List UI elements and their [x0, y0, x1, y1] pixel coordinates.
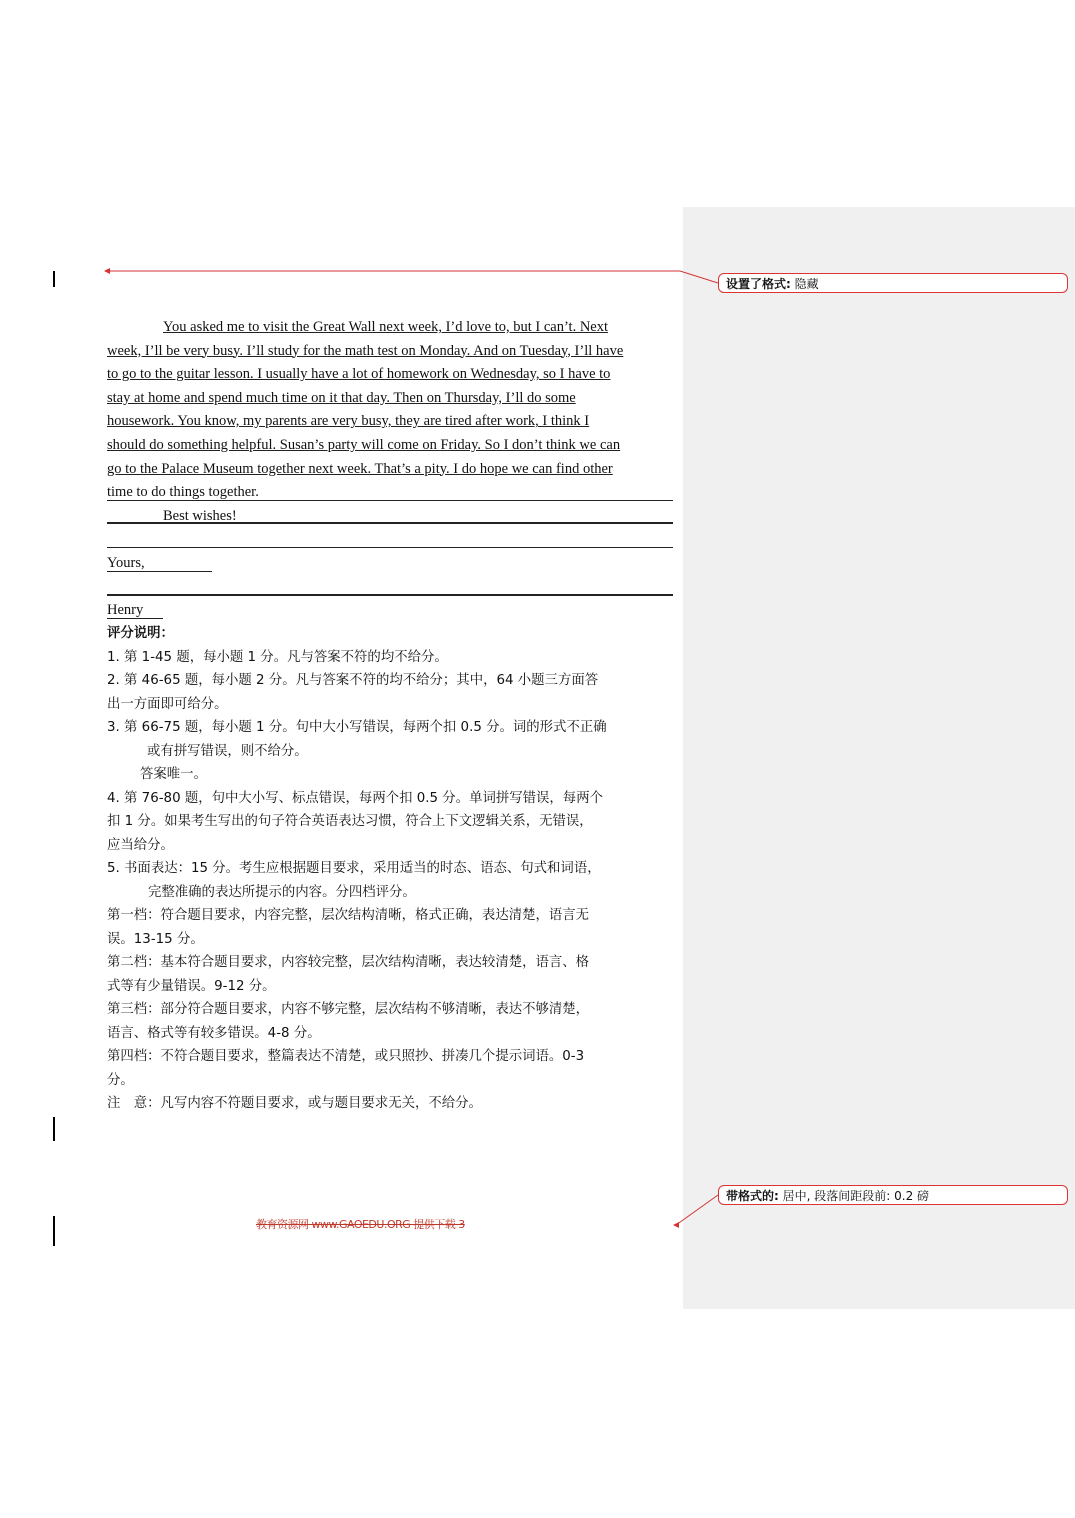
letter-line: time to do things together. [107, 484, 259, 501]
scoring-row: 5. 书面表达：15 分。考生应根据题目要求，采用适当的时态、语态、句式和词语， [107, 861, 601, 876]
scoring-row: 式等有少量错误。9-12 分。 [107, 978, 276, 994]
letter-line: housework. You know, my parents are very busy, they are tired after work, I think I [107, 413, 590, 430]
letter-signoff: Yours, [107, 555, 145, 571]
scoring-row: 注 意：凡写内容不符题目要求，或与题目要求无关，不给分。 [107, 1096, 482, 1111]
scoring-row: 语言、格式等有较多错误。4-8 分。 [107, 1025, 321, 1041]
comment-text: 居中, 段落间距段前: 0.2 磅 [782, 1189, 930, 1203]
comment-text: 隐藏 [794, 277, 819, 291]
letter-line: stay at home and spend much time on it that day. Then on Thursday, I’ll do some [107, 389, 576, 406]
letter-closing-block [107, 505, 673, 529]
inserted-line-rule [107, 522, 673, 524]
scoring-row: 4. 第 76-80 题，句中大小写、标点错误，每两个扣 0.5 分。单词拼写错误，每两个 [107, 790, 603, 806]
letter-line: go to the Palace Museum together next week. That’s a pity. I do hope we can find other [107, 460, 613, 477]
comment-label: 带格式的: [726, 1189, 779, 1203]
scoring-row: 应当给分。 [107, 837, 174, 853]
scoring-row: 误。13-15 分。 [107, 931, 204, 947]
scoring-notes [107, 622, 673, 1116]
deleted-footer-text: 教育资源网 www.GAOEDU.ORG 提供下载 3 [256, 1218, 465, 1231]
letter-line: should do something helpful. Susan’s party will come on Friday. So I don’t think we can [107, 436, 621, 453]
inserted-line-rule [107, 594, 673, 596]
scoring-heading: 评分说明： [107, 626, 174, 641]
letter-line: You asked me to visit the Great Wall next week, I’d love to, but I can’t. Next [163, 319, 609, 335]
scoring-row: 第二档：基本符合题目要求，内容较完整，层次结构清晰，表达较清楚，语言、格 [107, 955, 590, 970]
scoring-row: 完整准确的表达所提示的内容。分四档评分。 [148, 884, 416, 900]
comment-label: 设置了格式: [726, 277, 791, 291]
scoring-row: 扣 1 分。如果考生写出的句子符合英语表达习惯，符合上下文逻辑关系，无错误， [107, 814, 593, 829]
scoring-row: 1. 第 1-45 题，每小题 1 分。凡与答案不符的均不给分。 [107, 649, 448, 665]
letter-signature: Henry [107, 602, 144, 618]
letter-signoff-block [107, 552, 673, 576]
letter-line: to go to the guitar lesson. I usually have a lot of homework on Wednesday, so I have to [107, 366, 611, 383]
scoring-row: 第四档：不符合题目要求，整篇表达不清楚，或只照抄、拼凑几个提示词语。0-3 [107, 1049, 585, 1064]
scoring-row: 第三档：部分符合题目要求，内容不够完整，层次结构不够清晰，表达不够清楚， [107, 1002, 590, 1017]
scoring-row: 答案唯一。 [140, 767, 207, 782]
format-comment-balloon[interactable] [718, 1185, 1068, 1205]
inserted-line-rule [107, 500, 673, 501]
inserted-line-rule [107, 547, 673, 548]
scoring-row: 分。 [107, 1072, 134, 1088]
letter-body [107, 316, 673, 505]
letter-line: week, I’ll be very busy. I’ll study for the math test on Monday. And on Tuesday, I’ll have [107, 342, 624, 359]
scoring-row: 2. 第 46-65 题，每小题 2 分。凡与答案不符的均不给分；其中，64 小题三方面答 [107, 673, 599, 688]
scoring-row: 第一档：符合题目要求，内容完整，层次结构清晰，格式正确，表达清楚，语言无 [107, 908, 590, 923]
letter-signature-block [107, 599, 673, 623]
letter-closing: Best wishes! [163, 508, 237, 524]
scoring-row: 3. 第 66-75 题，每小题 1 分。句中大小写错误，每两个扣 0.5 分。词的形式不正确 [107, 720, 607, 735]
scoring-row: 或有拼写错误，则不给分。 [147, 743, 308, 759]
signoff-underline [107, 571, 212, 572]
scoring-row: 出一方面即可给分。 [107, 696, 228, 712]
format-comment-balloon[interactable] [718, 273, 1068, 293]
signature-underline [107, 618, 163, 619]
